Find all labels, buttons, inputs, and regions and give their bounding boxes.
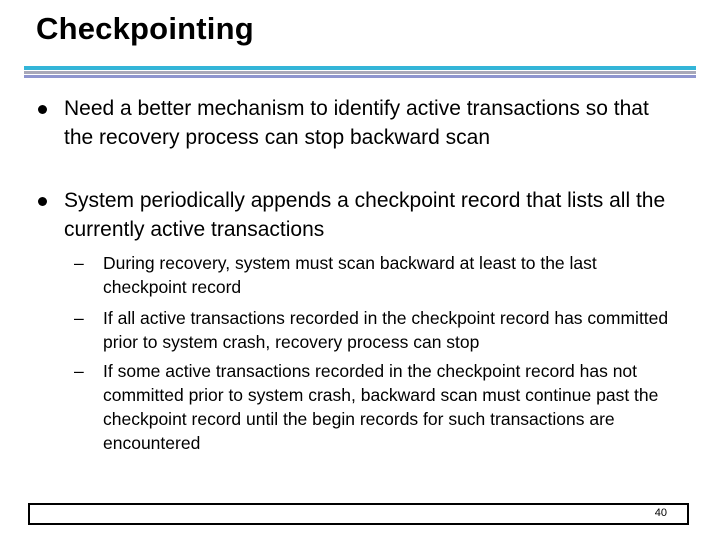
sub-bullet-marker: – [74, 253, 84, 273]
title-rule-middle [24, 71, 696, 74]
sub-bullet-marker: – [74, 308, 84, 328]
footer-bar [28, 503, 689, 525]
sub-bullet-text: If some active transactions recorded in the checkpoint record has not committed prior to system crash, backward scan must continue past the checkpoint record until the begin records for such transactions are encountered [103, 361, 659, 453]
sub-bullet-text: During recovery, system must scan backward at least to the last checkpoint record [103, 253, 597, 297]
bullet-text: Need a better mechanism to identify active transactions so that the recovery process can stop backward scan [64, 97, 649, 149]
bullet-text: System periodically appends a checkpoint record that lists all the currently active transactions [64, 189, 666, 241]
sub-bullet-item [74, 251, 674, 299]
bullet-item [38, 94, 678, 152]
title-rule-top [24, 66, 696, 70]
sub-bullet-marker: – [74, 361, 84, 381]
bullet-item [38, 186, 678, 244]
slide-title: Checkpointing [36, 11, 254, 46]
title-rule-bottom [24, 75, 696, 78]
page-number: 40 [654, 507, 667, 519]
sub-bullet-text: If all active transactions recorded in the checkpoint record has committed prior to system crash, recovery process can stop [103, 308, 669, 352]
bullet-dot-icon [38, 105, 47, 114]
bullet-dot-icon [38, 197, 47, 206]
sub-bullet-item [74, 306, 674, 354]
sub-bullet-item [74, 359, 674, 455]
